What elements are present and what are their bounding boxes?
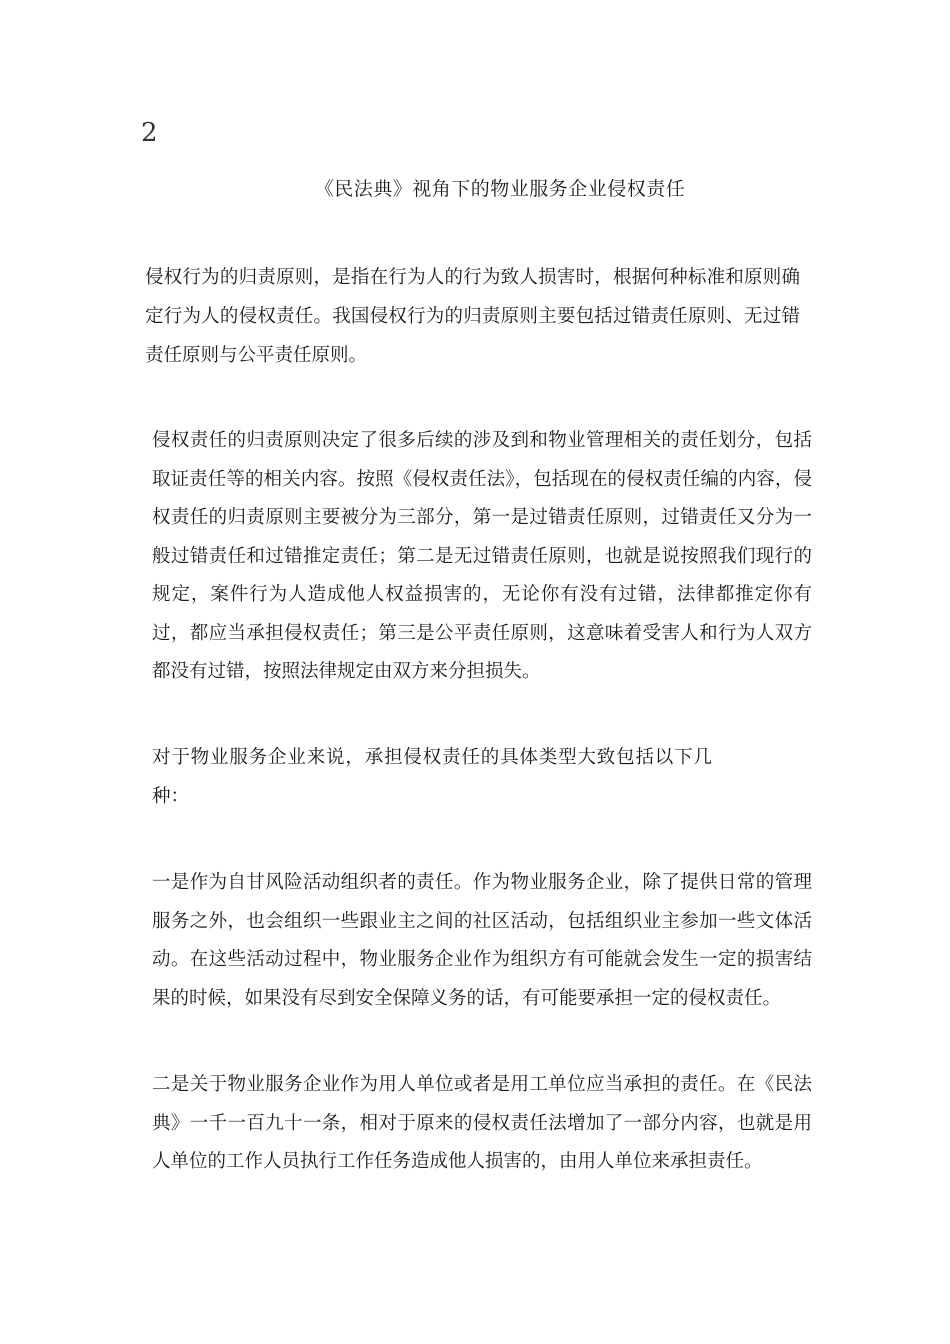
page-number: 2 [141, 118, 158, 148]
paragraph-activity-organizer-liability: 一是作为自甘风险活动组织者的责任。作为物业服务企业，除了提供日常的管理服务之外，也会组织一些跟业主之间的社区活动，包括组织业主参加一些文体活动。在这些活动过程中，物业服务企业作为组织方有可能就会发生一定的损害结果的时候，如果没有尽到安全保障义务的话，有可能要承担一定的侵权责任。 [152, 872, 812, 1009]
paragraph-liability-types-intro: 对于物业服务企业来说，承担侵权责任的具体类型大致包括以下几种： [152, 747, 712, 807]
paragraph-liability-principles: 侵权行为的归责原则，是指在行为人的行为致人损害时，根据何种标准和原则确定行为人的侵权责任。我国侵权行为的归责原则主要包括过错责任原则、无过错责任原则与公平责任原则。 [145, 267, 800, 366]
paragraph-principle-details: 侵权责任的归责原则决定了很多后续的涉及到和物业管理相关的责任划分，包括取证责任等的相关内容。按照《侵权责任法》，包括现在的侵权责任编的内容，侵权责任的归责原则主要被分为三部分，第一是过错责任原则，过错责任又分为一般过错责任和过错推定责任；第二是无过错责任原则，也就是说按照我们现行的规定，案件行为人造成他人权益损害的，无论你有没有过错，法律都推定你有过，都应当承担侵权责任；第三是公平责任原则，这意味着受害人和行为人双方都没有过错，按照法律规定由双方来分担损失。 [152, 430, 812, 682]
document-title: 《民法典》视角下的物业服务企业侵权责任 [314, 178, 686, 200]
paragraph-employer-liability: 二是关于物业服务企业作为用人单位或者是用工单位应当承担的责任。在《民法典》一千一百九十一条，相对于原来的侵权责任法增加了一部分内容，也就是用人单位的工作人员执行工作任务造成他人损害的，由用人单位来承担责任。 [152, 1074, 812, 1172]
